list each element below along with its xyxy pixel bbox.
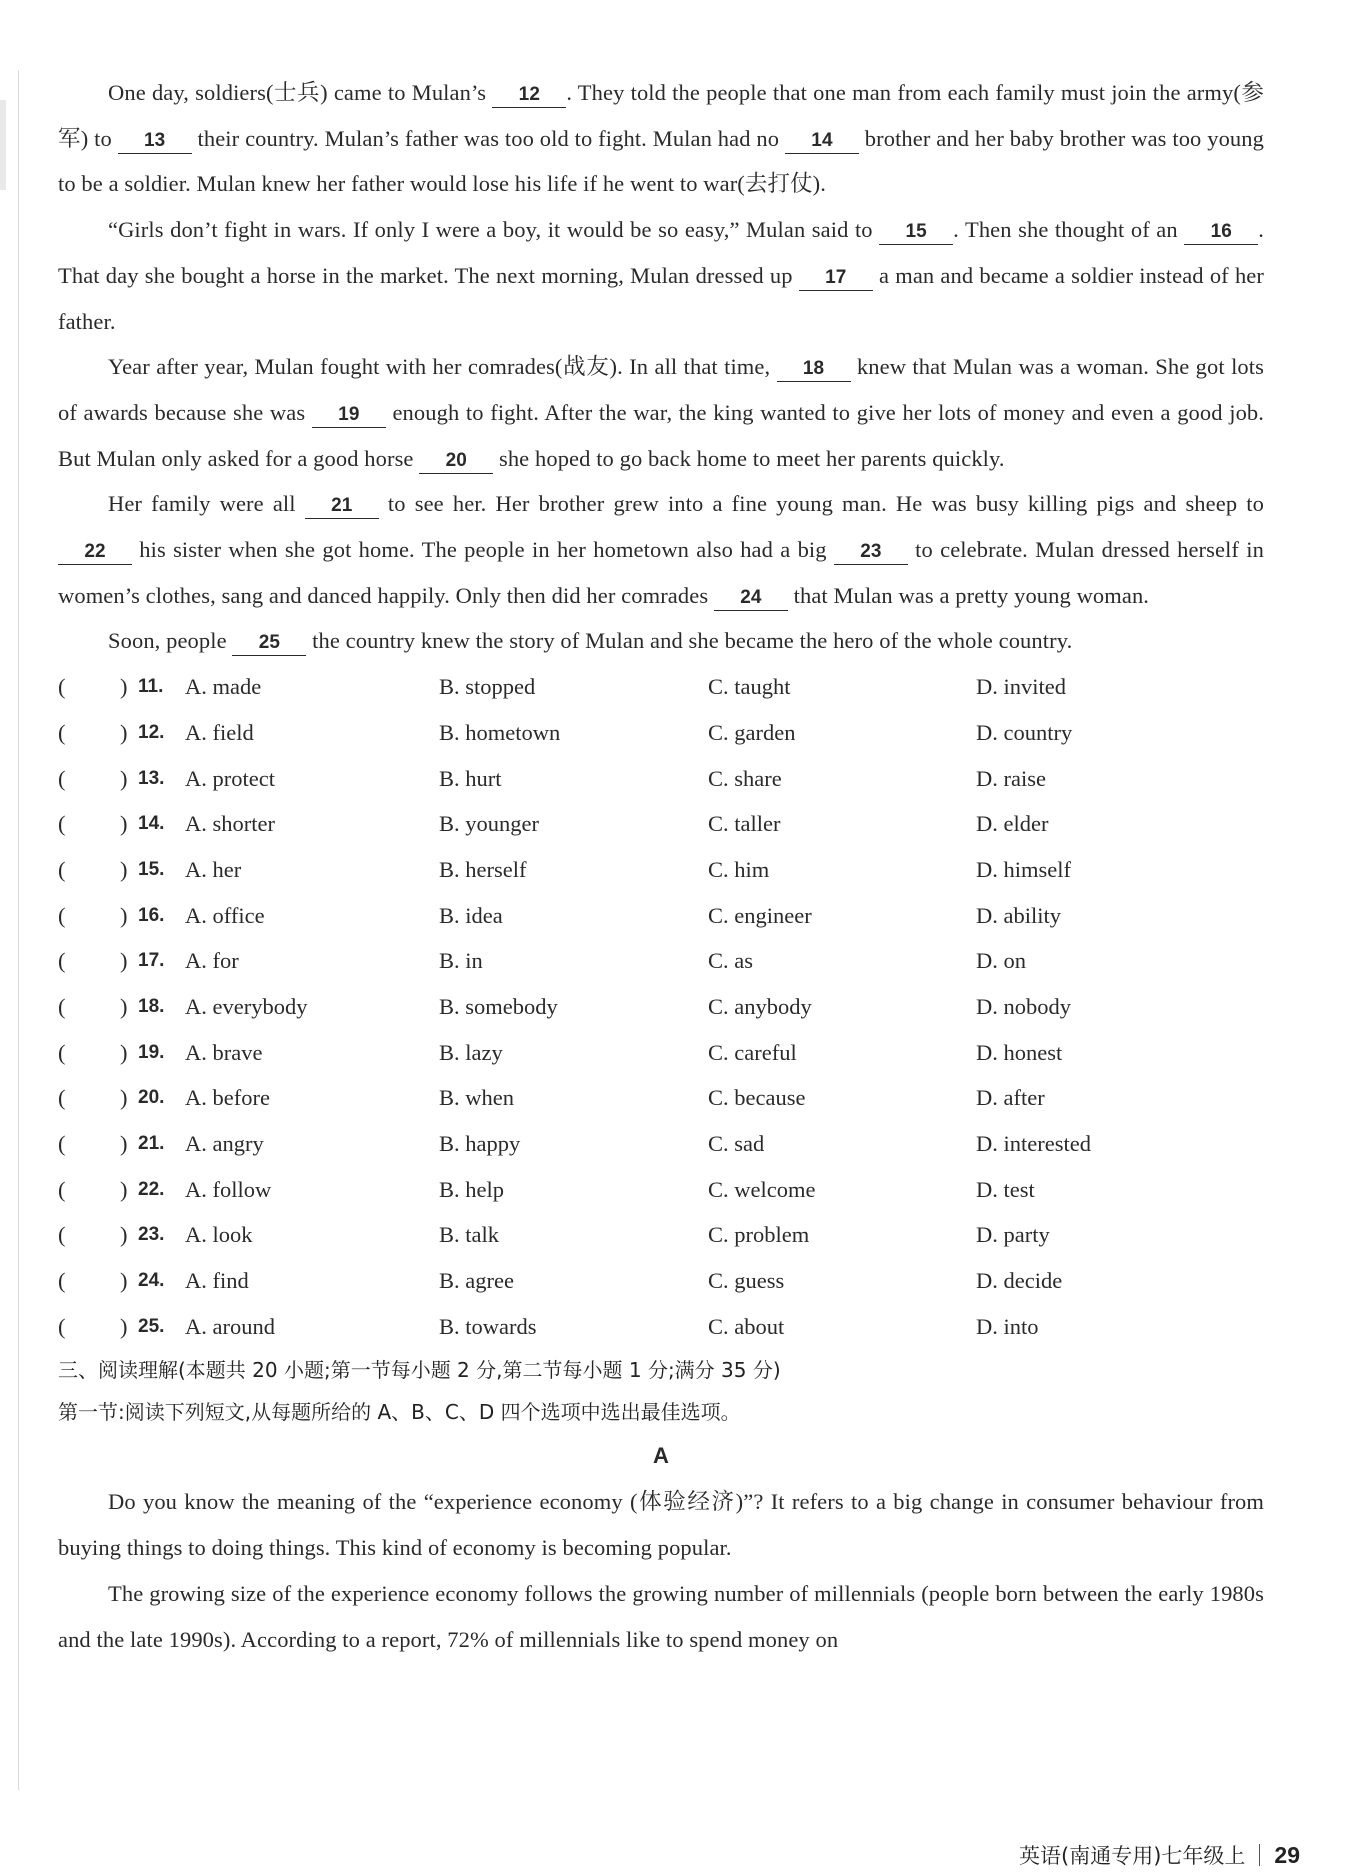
passage-text: brother and her baby brother was too young to be a soldier. Mulan knew her father would lose his life if he went to war(去打仗). <box>58 125 1264 197</box>
option-c: C. taller <box>708 811 781 837</box>
answer-paren-open: ( <box>58 1039 66 1065</box>
passage-text: his sister when she got home. The people in her hometown also had a big <box>132 537 834 563</box>
blank-number: 22 <box>58 540 132 565</box>
question-row <box>58 1258 1264 1304</box>
answer-paren-open: ( <box>58 902 66 928</box>
option-c: C. welcome <box>708 1176 816 1202</box>
blank-number: 24 <box>714 586 788 611</box>
answer-paren-open: ( <box>58 811 66 837</box>
option-b: B. younger <box>439 811 539 837</box>
answer-paren-close: ) <box>120 1268 128 1294</box>
page-content <box>58 70 1264 1662</box>
option-a: A. follow <box>185 1176 272 1202</box>
option-c: C. about <box>708 1313 785 1339</box>
reading-paragraph-1: Do you know the meaning of the “experience economy (体验经济)”? It refers to a big change in consumer behaviour from buying things to doing things. This kind of economy is becoming popular. <box>58 1489 1264 1561</box>
question-row <box>58 893 1264 939</box>
answer-paren-open: ( <box>58 765 66 791</box>
option-b: B. hometown <box>439 719 561 745</box>
cloze-options <box>58 664 1264 1349</box>
answer-paren-open: ( <box>58 948 66 974</box>
question-number: 22. <box>138 1178 165 1200</box>
answer-paren-close: ) <box>120 1039 128 1065</box>
option-c: C. garden <box>708 719 796 745</box>
option-d: D. country <box>976 719 1073 745</box>
question-number: 20. <box>138 1087 165 1109</box>
option-c: C. share <box>708 765 782 791</box>
answer-paren-close: ) <box>120 1085 128 1111</box>
option-b: B. help <box>439 1176 504 1202</box>
option-a: A. office <box>185 902 265 928</box>
question-row <box>58 710 1264 756</box>
option-a: A. shorter <box>185 811 275 837</box>
option-c: C. problem <box>708 1222 810 1248</box>
footer-divider <box>1259 1844 1260 1866</box>
option-c: C. as <box>708 948 753 974</box>
question-row <box>58 1167 1264 1213</box>
option-b: B. hurt <box>439 765 502 791</box>
blank-number: 14 <box>785 129 859 154</box>
option-d: D. decide <box>976 1268 1063 1294</box>
answer-paren-open: ( <box>58 856 66 882</box>
page-binding-line <box>18 70 19 1790</box>
blank-number: 23 <box>834 540 908 565</box>
option-d: D. test <box>976 1176 1035 1202</box>
option-b: B. somebody <box>439 993 558 1019</box>
answer-paren-close: ) <box>120 719 128 745</box>
answer-paren-close: ) <box>120 1131 128 1157</box>
passage-text: . They told the people that one man from each family must join the army(参军) to <box>58 80 1264 151</box>
blank-number: 20 <box>419 449 493 474</box>
option-d: D. honest <box>976 1039 1063 1065</box>
option-b: B. in <box>439 948 483 974</box>
question-row <box>58 801 1264 847</box>
passage-paragraph <box>58 618 1264 664</box>
question-number: 21. <box>138 1133 165 1155</box>
passage-text: she hoped to go back home to meet her parents quickly. <box>493 445 1005 471</box>
passage-text: enough to fight. After the war, the king wanted to give her lots of money and even a good job. But Mulan only asked for a good horse <box>58 399 1264 471</box>
part-instruction: 第一节:阅读下列短文,从每题所给的 A、B、C、D 四个选项中选出最佳选项。 <box>58 1400 741 1425</box>
cloze-passage <box>58 70 1264 664</box>
option-c: C. because <box>708 1085 806 1111</box>
option-a: A. protect <box>185 765 275 791</box>
question-row <box>58 1121 1264 1167</box>
section-title: 三、阅读理解(本题共 20 小题;第一节每小题 2 分,第二节每小题 1 分;满分 35 分) <box>58 1358 781 1383</box>
option-c: C. careful <box>708 1039 797 1065</box>
passage-text: “Girls don’t fight in wars. If only I were a boy, it would be so easy,” Mulan said to <box>108 217 880 243</box>
page-footer <box>1019 1840 1300 1870</box>
option-b: B. talk <box>439 1222 499 1248</box>
passage-text: Year after year, Mulan fought with her comrades(战友). In all that time, <box>108 354 777 380</box>
blank-number: 13 <box>118 129 192 154</box>
passage-paragraph <box>58 70 1264 207</box>
passage-text: knew that Mulan was a woman. She got lots of awards because she was <box>58 354 1264 425</box>
answer-paren-close: ) <box>120 811 128 837</box>
passage-text: . Then she thought of an <box>953 217 1185 243</box>
option-c: C. taught <box>708 674 791 700</box>
option-b: B. herself <box>439 856 527 882</box>
passage-text: that Mulan was a pretty young woman. <box>787 582 1150 608</box>
option-d: D. himself <box>976 856 1071 882</box>
answer-paren-close: ) <box>120 856 128 882</box>
blank-number: 19 <box>312 403 386 428</box>
question-number: 18. <box>138 995 165 1017</box>
option-b: B. stopped <box>439 674 536 700</box>
question-row <box>58 1030 1264 1076</box>
answer-paren-open: ( <box>58 719 66 745</box>
blank-number: 21 <box>305 494 379 519</box>
option-d: D. elder <box>976 811 1049 837</box>
passage-text: a man and became a soldier instead of her father. <box>58 262 1264 334</box>
passage-label: A <box>653 1443 669 1469</box>
option-b: B. when <box>439 1085 514 1111</box>
option-c: C. him <box>708 856 770 882</box>
page-number: 29 <box>1274 1841 1300 1868</box>
blank-number: 18 <box>777 357 851 382</box>
answer-paren-close: ) <box>120 993 128 1019</box>
blank-number: 25 <box>232 631 306 656</box>
option-a: A. field <box>185 719 254 745</box>
option-d: D. party <box>976 1222 1050 1248</box>
option-b: B. towards <box>439 1313 537 1339</box>
question-number: 19. <box>138 1041 165 1063</box>
question-number: 14. <box>138 813 165 835</box>
option-b: B. happy <box>439 1131 521 1157</box>
blank-number: 12 <box>492 83 566 108</box>
option-a: A. look <box>185 1222 253 1248</box>
option-b: B. idea <box>439 902 503 928</box>
answer-paren-close: ) <box>120 1313 128 1339</box>
option-c: C. sad <box>708 1131 765 1157</box>
option-d: D. after <box>976 1085 1045 1111</box>
question-row <box>58 1304 1264 1350</box>
book-title: 英语(南通专用)七年级上 <box>1019 1844 1246 1868</box>
answer-paren-open: ( <box>58 1085 66 1111</box>
answer-paren-close: ) <box>120 765 128 791</box>
passage-paragraph <box>58 481 1264 618</box>
question-number: 24. <box>138 1270 165 1292</box>
option-a: A. everybody <box>185 993 308 1019</box>
answer-paren-open: ( <box>58 1222 66 1248</box>
question-row <box>58 847 1264 893</box>
question-number: 25. <box>138 1315 165 1337</box>
option-a: A. before <box>185 1085 270 1111</box>
option-b: B. agree <box>439 1268 514 1294</box>
blank-number: 17 <box>799 266 873 291</box>
passage-text: One day, soldiers(士兵) came to Mulan’s <box>108 80 493 105</box>
question-row <box>58 1212 1264 1258</box>
answer-paren-close: ) <box>120 1222 128 1248</box>
answer-paren-open: ( <box>58 1268 66 1294</box>
option-c: C. guess <box>708 1268 785 1294</box>
option-a: A. brave <box>185 1039 263 1065</box>
passage-text: the country knew the story of Mulan and she became the hero of the whole country. <box>306 628 1073 654</box>
option-c: C. engineer <box>708 902 812 928</box>
passage-text: their country. Mulan’s father was too old to fight. Mulan had no <box>191 125 785 151</box>
question-row <box>58 984 1264 1030</box>
option-d: D. interested <box>976 1131 1091 1157</box>
question-row <box>58 756 1264 802</box>
reading-paragraph-2: The growing size of the experience economy follows the growing number of millennials (people born between the early 1980s and the late 1990s). According to a report, 72% of millennials like to spend money on <box>58 1580 1264 1652</box>
option-d: D. nobody <box>976 993 1071 1019</box>
option-a: A. around <box>185 1313 275 1339</box>
option-d: D. invited <box>976 674 1066 700</box>
answer-paren-open: ( <box>58 1313 66 1339</box>
question-row <box>58 938 1264 984</box>
option-d: D. on <box>976 948 1026 974</box>
question-number: 16. <box>138 904 165 926</box>
option-a: A. made <box>185 674 262 700</box>
passage-text: . That day she bought a horse in the market. The next morning, Mulan dressed up <box>58 217 1264 288</box>
question-number: 15. <box>138 858 165 880</box>
option-d: D. raise <box>976 765 1046 791</box>
question-row <box>58 664 1264 710</box>
answer-paren-close: ) <box>120 674 128 700</box>
answer-paren-open: ( <box>58 674 66 700</box>
option-a: A. find <box>185 1268 249 1294</box>
answer-paren-close: ) <box>120 1176 128 1202</box>
question-number: 13. <box>138 767 165 789</box>
option-a: A. her <box>185 856 242 882</box>
passage-paragraph <box>58 344 1264 481</box>
passage-text: Soon, people <box>108 628 233 654</box>
question-number: 17. <box>138 950 165 972</box>
blank-number: 15 <box>879 220 953 245</box>
answer-paren-open: ( <box>58 1176 66 1202</box>
passage-paragraph <box>58 207 1264 344</box>
blank-number: 16 <box>1184 220 1258 245</box>
answer-paren-open: ( <box>58 1131 66 1157</box>
page-binding-shadow <box>0 100 6 190</box>
option-d: D. ability <box>976 902 1061 928</box>
option-b: B. lazy <box>439 1039 503 1065</box>
question-number: 12. <box>138 721 165 743</box>
option-c: C. anybody <box>708 993 812 1019</box>
passage-text: to see her. Her brother grew into a fine young man. He was busy killing pigs and sheep to <box>378 491 1264 517</box>
option-d: D. into <box>976 1313 1039 1339</box>
question-row <box>58 1075 1264 1121</box>
question-number: 23. <box>138 1224 165 1246</box>
passage-text: to celebrate. Mulan dressed herself in women’s clothes, sang and danced happily. Only then did her comrades <box>58 537 1264 608</box>
answer-paren-close: ) <box>120 902 128 928</box>
question-number: 11. <box>138 676 164 698</box>
answer-paren-close: ) <box>120 948 128 974</box>
option-a: A. for <box>185 948 239 974</box>
option-a: A. angry <box>185 1131 264 1157</box>
answer-paren-open: ( <box>58 993 66 1019</box>
passage-text: Her family were all <box>108 491 305 517</box>
